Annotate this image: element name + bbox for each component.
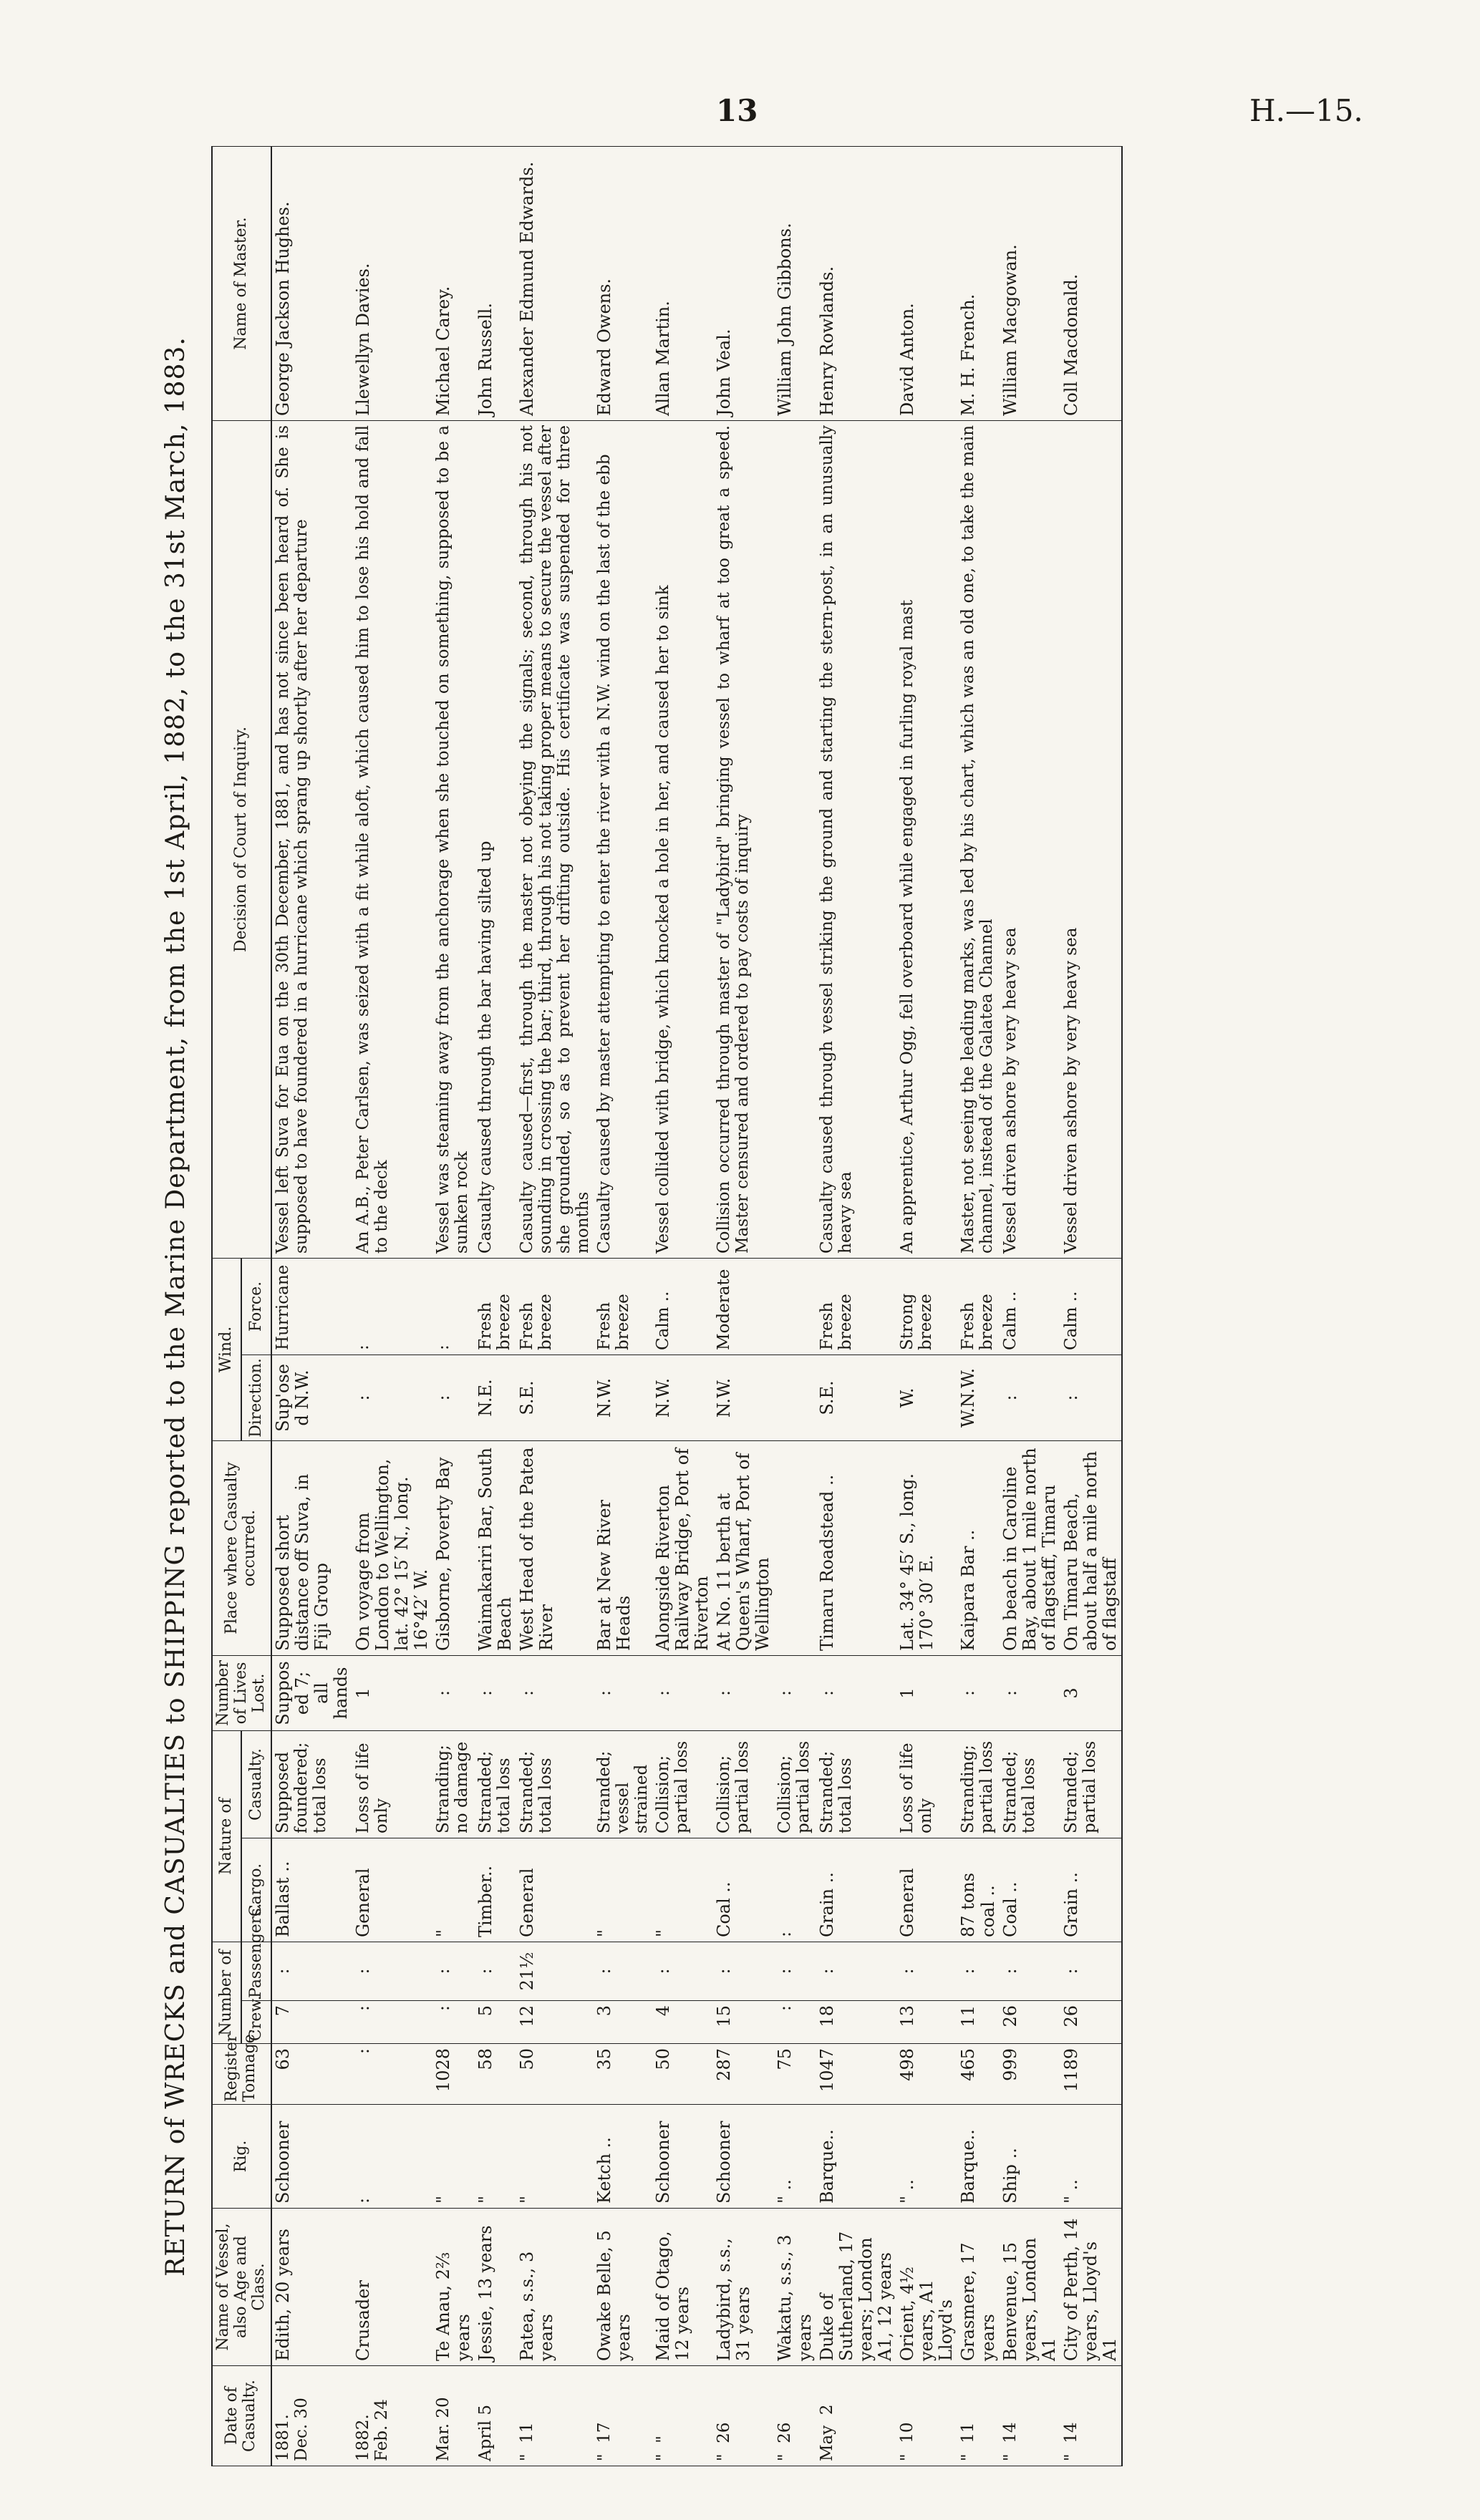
rig-cell: " .. xyxy=(774,2105,816,2209)
crew-cell: 5 xyxy=(475,2001,516,2044)
casualty-cell: Stranded; total loss xyxy=(816,1730,896,1838)
rig-cell: Barque.. xyxy=(816,2105,896,2209)
cargo-cell: General xyxy=(516,1838,594,1942)
casualty-cell: Stranded; partial loss xyxy=(1060,1730,1122,1838)
date-cell: " 14 xyxy=(1060,2366,1122,2466)
wind-force-cell: : xyxy=(432,1258,474,1354)
passengers-cell: : xyxy=(475,1942,516,2001)
header-wind-force: Force. xyxy=(241,1258,271,1354)
master-cell: John Veal. xyxy=(713,146,774,420)
passengers-cell: 21½ xyxy=(516,1942,594,2001)
wind-force-cell: Fresh breeze xyxy=(594,1258,652,1354)
date-cell: " 17 xyxy=(594,2366,652,2466)
header-crew: Crew. xyxy=(241,2001,271,2044)
casualty-cell: Stranded; total loss xyxy=(1000,1730,1060,1838)
passengers-cell: : xyxy=(957,1942,999,2001)
wind-direction-cell: W.N.W. xyxy=(957,1354,999,1440)
vessel-cell: Benvenue, 15 years, London A1 xyxy=(1000,2209,1060,2366)
date-cell: May 2 xyxy=(816,2366,896,2466)
tonnage-cell: 999 xyxy=(1000,2044,1060,2105)
passengers-cell: : xyxy=(432,1942,474,2001)
crew-cell: 26 xyxy=(1000,2001,1060,2044)
wind-force-cell: Fresh breeze xyxy=(516,1258,594,1354)
vessel-cell: Te Anau, 2⅔ years xyxy=(432,2209,474,2366)
tonnage-cell: 498 xyxy=(896,2044,957,2105)
crew-cell: 3 xyxy=(594,2001,652,2044)
casualty-cell: Loss of life only xyxy=(352,1730,432,1838)
crew-cell: : xyxy=(432,2001,474,2044)
lives-cell: Supposed 7; all hands xyxy=(271,1655,352,1730)
wrecks-table xyxy=(211,146,1123,2466)
table-row xyxy=(896,146,957,2466)
cargo-cell: General xyxy=(352,1838,432,1942)
vessel-cell: Grasmere, 17 years xyxy=(957,2209,999,2366)
rig-cell: " xyxy=(475,2105,516,2209)
table-row xyxy=(816,146,896,2466)
lives-cell: : xyxy=(816,1655,896,1730)
header-master: Name of Master. xyxy=(212,146,271,420)
header-wind-direction: Direction. xyxy=(241,1354,271,1440)
casualty-cell: Stranded; total loss xyxy=(516,1730,594,1838)
place-cell: Waimakariri Bar, South Beach xyxy=(475,1440,516,1655)
date-cell: " 26 xyxy=(774,2366,816,2466)
casualty-cell: Collision; partial loss xyxy=(713,1730,774,1838)
header-wind: Wind. xyxy=(212,1258,241,1440)
decision-cell: An apprentice, Arthur Ogg, fell overboard while engaged in furling royal mast xyxy=(896,420,957,1258)
passengers-cell: : xyxy=(774,1942,816,2001)
table-row xyxy=(774,146,816,2466)
cargo-cell: Grain .. xyxy=(1060,1838,1122,1942)
wind-force-cell: Calm .. xyxy=(1000,1258,1060,1354)
wind-direction-cell: S.E. xyxy=(516,1354,594,1440)
decision-cell: Vessel driven ashore by very heavy sea xyxy=(1060,420,1122,1258)
vessel-cell: Maid of Otago, 12 years xyxy=(652,2209,713,2366)
lives-cell: : xyxy=(594,1655,652,1730)
rig-cell: Schooner xyxy=(713,2105,774,2209)
header-nature-of: Nature of xyxy=(212,1730,241,1942)
date-cell: 1881. Dec. 30 xyxy=(271,2366,352,2466)
lives-cell: : xyxy=(774,1655,816,1730)
table-row xyxy=(352,146,432,2466)
casualty-cell: Stranded; vessel strained xyxy=(594,1730,652,1838)
place-cell: West Head of the Patea River xyxy=(516,1440,594,1655)
decision-cell: Master, not seeing the leading marks, was led by his chart, which was an old one, to take the main channel, instead of the Galatea Channel xyxy=(957,420,999,1258)
tonnage-cell: 50 xyxy=(652,2044,713,2105)
decision-cell: Vessel collided with bridge, which knocked a hole in her, and caused her to sink xyxy=(652,420,713,1258)
header-number-of: Number of xyxy=(212,1942,241,2044)
place-cell: On beach in Caroline Bay, about 1 mile north of flagstaff, Timaru xyxy=(1000,1440,1060,1655)
tonnage-cell: 63 xyxy=(271,2044,352,2105)
lives-cell: : xyxy=(516,1655,594,1730)
vessel-cell: Duke of Sutherland, 17 years; London A1, 12 years xyxy=(816,2209,896,2366)
casualty-cell: Collision; partial loss xyxy=(774,1730,816,1838)
header-casualty: Casualty. xyxy=(241,1730,271,1838)
cargo-cell: Timber.. xyxy=(475,1838,516,1942)
decision-cell: Vessel left Suva for Eua on the 30th December, 1881, and has not since been heard of. She is supposed to have foundered in a hurricane which sprang up shortly after her departure xyxy=(271,420,352,1258)
master-cell: Allan Martin. xyxy=(652,146,713,420)
rig-cell: Ship .. xyxy=(1000,2105,1060,2209)
crew-cell: 18 xyxy=(816,2001,896,2044)
table-row xyxy=(1000,146,1060,2466)
header-place: Place where Casualty occurred. xyxy=(212,1440,271,1655)
rig-cell: " .. xyxy=(896,2105,957,2209)
cargo-cell: : xyxy=(774,1838,816,1942)
place-cell: Kaipara Bar .. xyxy=(957,1440,999,1655)
wind-direction-cell xyxy=(774,1354,816,1440)
decision-cell: Casualty caused by master attempting to enter the river with a N.W. wind on the last of the ebb xyxy=(594,420,652,1258)
document-reference: H.—15. xyxy=(1249,93,1363,128)
tonnage-cell: 50 xyxy=(516,2044,594,2105)
place-cell xyxy=(774,1440,816,1655)
lives-cell: 1 xyxy=(352,1655,432,1730)
cargo-cell: Grain .. xyxy=(816,1838,896,1942)
casualty-cell: Collision; partial loss xyxy=(652,1730,713,1838)
crew-cell: : xyxy=(352,2001,432,2044)
vessel-cell: Owake Belle, 5 years xyxy=(594,2209,652,2366)
master-cell: Michael Carey. xyxy=(432,146,474,420)
master-cell: David Anton. xyxy=(896,146,957,420)
cargo-cell: Ballast .. xyxy=(271,1838,352,1942)
cargo-cell: " xyxy=(432,1838,474,1942)
crew-cell: 26 xyxy=(1060,2001,1122,2044)
master-cell: William Macgowan. xyxy=(1000,146,1060,420)
tonnage-cell: 287 xyxy=(713,2044,774,2105)
passengers-cell: : xyxy=(713,1942,774,2001)
place-cell: At No. 11 berth at Queen's Wharf, Port of Wellington xyxy=(713,1440,774,1655)
table-row xyxy=(594,146,652,2466)
date-cell: " 11 xyxy=(957,2366,999,2466)
table-row xyxy=(475,146,516,2466)
header-vessel: Name of Vessel, also Age and Class. xyxy=(212,2209,271,2366)
master-cell: George Jackson Hughes. xyxy=(271,146,352,420)
rig-cell: Schooner xyxy=(271,2105,352,2209)
tonnage-cell: 1028 xyxy=(432,2044,474,2105)
date-cell: 1882. Feb. 24 xyxy=(352,2366,432,2466)
casualty-cell: Loss of life only xyxy=(896,1730,957,1838)
lives-cell: : xyxy=(652,1655,713,1730)
rig-cell: " .. xyxy=(1060,2105,1122,2209)
wind-force-cell: Calm .. xyxy=(1060,1258,1122,1354)
vessel-cell: Crusader xyxy=(352,2209,432,2366)
lives-cell: 3 xyxy=(1060,1655,1122,1730)
master-cell: Coll Macdonald. xyxy=(1060,146,1122,420)
table-row xyxy=(652,146,713,2466)
decision-cell: Casualty caused through the bar having silted up xyxy=(475,420,516,1258)
wind-direction-cell: S.E. xyxy=(816,1354,896,1440)
place-cell: On Timaru Beach, about half a mile north of flagstaff xyxy=(1060,1440,1122,1655)
tonnage-cell: 75 xyxy=(774,2044,816,2105)
wind-direction-cell: : xyxy=(1000,1354,1060,1440)
casualty-cell: Stranding; partial loss xyxy=(957,1730,999,1838)
lives-cell: : xyxy=(1000,1655,1060,1730)
tonnage-cell: 58 xyxy=(475,2044,516,2105)
date-cell: " 26 xyxy=(713,2366,774,2466)
rig-cell: : xyxy=(352,2105,432,2209)
vessel-cell: City of Perth, 14 years, Lloyd's A1 xyxy=(1060,2209,1122,2366)
rig-cell: Schooner xyxy=(652,2105,713,2209)
wind-force-cell: Calm .. xyxy=(652,1258,713,1354)
header-passengers: Passengers. xyxy=(241,1942,271,2001)
passengers-cell: : xyxy=(816,1942,896,2001)
casualty-cell: Stranding; no damage xyxy=(432,1730,474,1838)
vessel-cell: Orient, 4½ years, A1 Lloyd's xyxy=(896,2209,957,2366)
casualty-cell: Supposed foundered; total loss xyxy=(271,1730,352,1838)
wind-force-cell: Fresh breeze xyxy=(957,1258,999,1354)
wind-direction-cell: N.E. xyxy=(475,1354,516,1440)
passengers-cell: : xyxy=(352,1942,432,2001)
place-cell: Timaru Roadstead .. xyxy=(816,1440,896,1655)
place-cell: Lat. 34° 45′ S., long. 170° 30′ E. xyxy=(896,1440,957,1655)
rotated-return-sheet xyxy=(161,147,1378,2466)
wind-direction-cell: : xyxy=(432,1354,474,1440)
wind-direction-cell: Sup'osed N.W. xyxy=(271,1354,352,1440)
date-cell: " 11 xyxy=(516,2366,594,2466)
tonnage-cell: 465 xyxy=(957,2044,999,2105)
header-rig: Rig. xyxy=(212,2105,271,2209)
date-cell: " 10 xyxy=(896,2366,957,2466)
passengers-cell: : xyxy=(1060,1942,1122,2001)
decision-cell: Vessel driven ashore by very heavy sea xyxy=(1000,420,1060,1258)
header-lives: Number of Lives Lost. xyxy=(212,1655,271,1730)
cargo-cell: General xyxy=(896,1838,957,1942)
decision-cell: Collision occurred through master of "Ladybird" bringing vessel to wharf at too great a speed. Master censured and ordered to pay costs of inquiry xyxy=(713,420,774,1258)
decision-cell xyxy=(774,420,816,1258)
date-cell: April 5 xyxy=(475,2366,516,2466)
decision-cell: An A.B., Peter Carlsen, was seized with a fit while aloft, which caused him to lose his hold and fall to the deck xyxy=(352,420,432,1258)
cargo-cell: " xyxy=(594,1838,652,1942)
place-cell: Supposed short distance off Suva, in Fiji Group xyxy=(271,1440,352,1655)
crew-cell: : xyxy=(774,2001,816,2044)
rig-cell: Barque.. xyxy=(957,2105,999,2209)
date-cell: " " xyxy=(652,2366,713,2466)
rig-cell: " xyxy=(432,2105,474,2209)
cargo-cell: 87 tons coal .. xyxy=(957,1838,999,1942)
cargo-cell: Coal .. xyxy=(1000,1838,1060,1942)
cargo-cell: Coal .. xyxy=(713,1838,774,1942)
vessel-cell: Ladybird, s.s., 31 years xyxy=(713,2209,774,2366)
master-cell: Henry Rowlands. xyxy=(816,146,896,420)
table-row xyxy=(713,146,774,2466)
wind-force-cell: Fresh breeze xyxy=(475,1258,516,1354)
date-cell: " 14 xyxy=(1000,2366,1060,2466)
master-cell: John Russell. xyxy=(475,146,516,420)
vessel-cell: Jessie, 13 years xyxy=(475,2209,516,2366)
casualty-cell: Stranded; total loss xyxy=(475,1730,516,1838)
decision-cell: Casualty caused—first, through the master not obeying the signals; second, through his not sounding in crossing the bar; third, through his not taking proper means to secure the vessel after she grounded, so as to prevent her drifting outside. His certificate was suspended for three months xyxy=(516,420,594,1258)
header-date: Date of Casualty. xyxy=(212,2366,271,2466)
wind-direction-cell: : xyxy=(352,1354,432,1440)
table-row xyxy=(516,146,594,2466)
place-cell: Bar at New River Heads xyxy=(594,1440,652,1655)
lives-cell: : xyxy=(475,1655,516,1730)
cargo-cell: " xyxy=(652,1838,713,1942)
page-number: 13 xyxy=(716,93,758,128)
wind-force-cell: Hurricane xyxy=(271,1258,352,1354)
vessel-cell: Patea, s.s., 3 years xyxy=(516,2209,594,2366)
vessel-cell: Edith, 20 years xyxy=(271,2209,352,2366)
passengers-cell: : xyxy=(1000,1942,1060,2001)
place-cell: Alongside Riverton Railway Bridge, Port of Riverton xyxy=(652,1440,713,1655)
crew-cell: 11 xyxy=(957,2001,999,2044)
rig-cell: Ketch .. xyxy=(594,2105,652,2209)
header-decision: Decision of Court of Inquiry. xyxy=(212,420,271,1258)
wind-force-cell: Fresh breeze xyxy=(816,1258,896,1354)
master-cell: Alexander Edmund Edwards. xyxy=(516,146,594,420)
lives-cell: : xyxy=(713,1655,774,1730)
master-cell: Llewellyn Davies. xyxy=(352,146,432,420)
place-cell: Gisborne, Poverty Bay xyxy=(432,1440,474,1655)
crew-cell: 13 xyxy=(896,2001,957,2044)
table-row xyxy=(271,146,352,2466)
tonnage-cell: 1047 xyxy=(816,2044,896,2105)
passengers-cell: : xyxy=(271,1942,352,2001)
wind-direction-cell: N.W. xyxy=(594,1354,652,1440)
table-header xyxy=(212,146,271,2466)
passengers-cell: : xyxy=(896,1942,957,2001)
crew-cell: 15 xyxy=(713,2001,774,2044)
master-cell: William John Gibbons. xyxy=(774,146,816,420)
master-cell: M. H. French. xyxy=(957,146,999,420)
lives-cell: 1 xyxy=(896,1655,957,1730)
vessel-cell: Wakatu, s.s., 3 years xyxy=(774,2209,816,2366)
master-cell: Edward Owens. xyxy=(594,146,652,420)
date-cell: Mar. 20 xyxy=(432,2366,474,2466)
return-title: RETURN of WRECKS and CASUALTIES to SHIPPING reported to the Marine Department, from the 1st April, 1882, to the 31st March, 1883. xyxy=(161,336,190,2277)
tonnage-cell: 1189 xyxy=(1060,2044,1122,2105)
wind-direction-cell: W. xyxy=(896,1354,957,1440)
tonnage-cell: : xyxy=(352,2044,432,2105)
wind-direction-cell: N.W. xyxy=(713,1354,774,1440)
wind-force-cell: Strong breeze xyxy=(896,1258,957,1354)
passengers-cell: : xyxy=(594,1942,652,2001)
wind-force-cell: : xyxy=(352,1258,432,1354)
header-cargo: Cargo. xyxy=(241,1838,271,1942)
wind-direction-cell: : xyxy=(1060,1354,1122,1440)
crew-cell: 7 xyxy=(271,2001,352,2044)
decision-cell: Casualty caused through vessel striking the ground and starting the stern-post, in an unusually heavy sea xyxy=(816,420,896,1258)
crew-cell: 4 xyxy=(652,2001,713,2044)
lives-cell: : xyxy=(957,1655,999,1730)
table-row xyxy=(1060,146,1122,2466)
tonnage-cell: 35 xyxy=(594,2044,652,2105)
decision-cell: Vessel was steaming away from the anchorage when she touched on something, supposed to be a sunken rock xyxy=(432,420,474,1258)
lives-cell: : xyxy=(432,1655,474,1730)
table-row xyxy=(957,146,999,2466)
header-tonnage: Register Tonnage. xyxy=(212,2044,271,2105)
table-body xyxy=(271,146,1123,2466)
crew-cell: 12 xyxy=(516,2001,594,2044)
place-cell: On voyage from London to Wellington, lat. 42° 15′ N., long. 16°42′ W. xyxy=(352,1440,432,1655)
table-row xyxy=(432,146,474,2466)
wind-force-cell: Moderate xyxy=(713,1258,774,1354)
passengers-cell: : xyxy=(652,1942,713,2001)
rig-cell: " xyxy=(516,2105,594,2209)
wind-force-cell xyxy=(774,1258,816,1354)
wind-direction-cell: N.W. xyxy=(652,1354,713,1440)
